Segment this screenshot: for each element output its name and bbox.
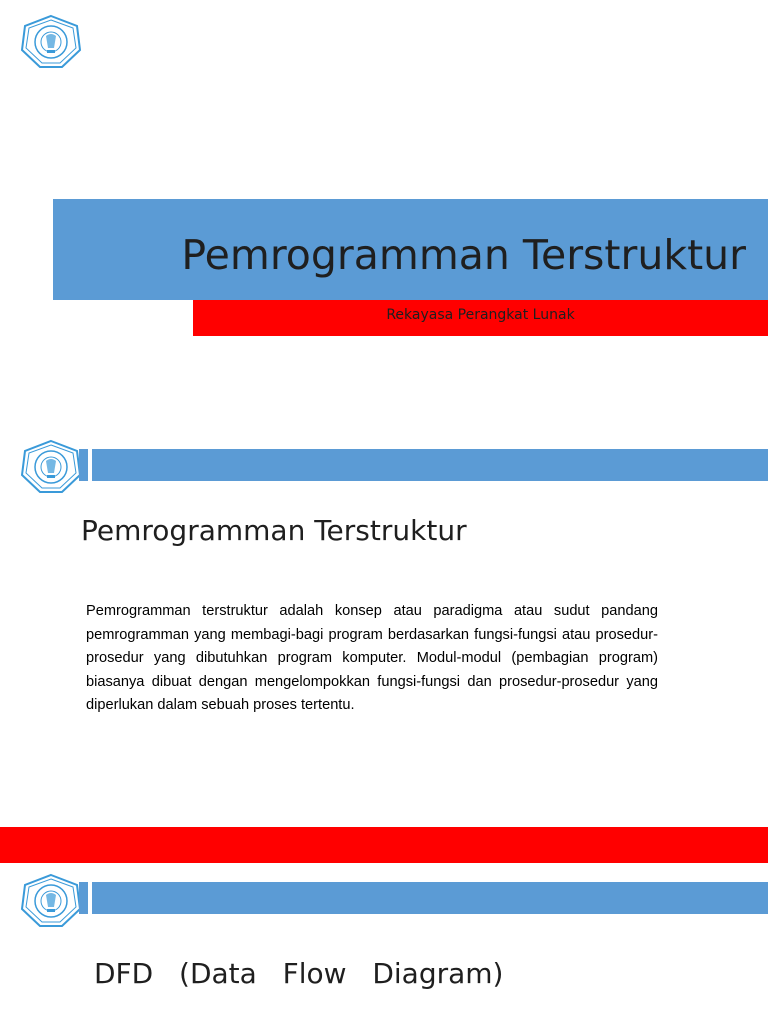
section-title: Pemrogramman Terstruktur (81, 514, 467, 547)
header-bar (92, 882, 768, 914)
slide-subtitle: Rekayasa Perangkat Lunak (386, 307, 575, 323)
slide-separator (0, 827, 768, 863)
slide-title: Pemrogramman Terstruktur (181, 231, 746, 279)
section-body-text: Pemrogramman terstruktur adalah konsep atau paradigma atau sudut pandang pemrogramman yang membagi-bagi program berdasarkan fungsi-fungsi atau prosedur-prosedur yang dibutuhkan program komputer. Modul-modul (pembagian program) biasanya dibuat dengan mengelompokkan fungsi-fungsi dan prosedur-prosedur yang diperlukan dalam sebuah proses tertentu. (86, 603, 658, 713)
section-title: DFD (Data Flow Diagram) (94, 957, 504, 990)
title-band (53, 199, 768, 300)
header-accent-bar (79, 882, 88, 914)
university-seal-icon (20, 439, 82, 495)
university-seal-icon (20, 873, 82, 929)
university-seal-icon (20, 14, 82, 70)
subtitle-band (193, 300, 768, 336)
header-bar (92, 449, 768, 481)
header-accent-bar (79, 449, 88, 481)
